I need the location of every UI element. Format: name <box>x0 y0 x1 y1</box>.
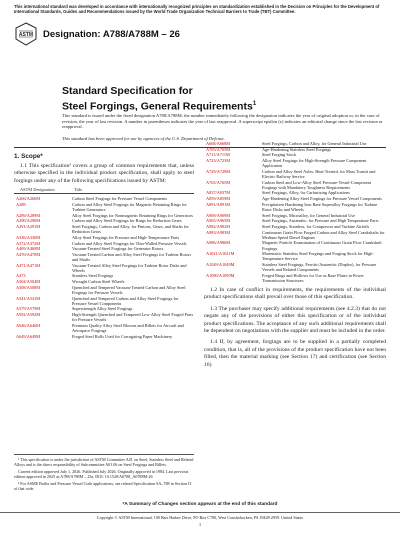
spec-title: Wrought Carbon Steel Wheels <box>72 279 125 285</box>
spec-designation-link[interactable]: A705/A705M <box>206 146 231 152</box>
spec-designation-link[interactable]: A473 <box>16 273 26 279</box>
spec-title: Quenched and Tempered Vacuum-Treated Carbon and Alloy Steel Forgings for Pressure Vessels <box>72 284 186 295</box>
spec-designation-link[interactable]: A291/A291M <box>16 224 41 230</box>
spec-row <box>14 296 194 306</box>
dod-approval-note: This standard has been approved for use by agencies of the U.S. Department of Defense. <box>62 136 225 141</box>
right-column <box>204 141 386 369</box>
spec-title: Alloy Steel Forgings for Pressure and High-Temperature Parts <box>72 234 180 240</box>
spec-designation-link[interactable]: A290/A290M <box>16 218 41 224</box>
spec-title: Carbon and Alloy Steel Axles, Heat-Treated, for Mass Transit and Electric Railway Service <box>262 168 376 179</box>
spec-designation-link[interactable]: A837/A837M <box>206 190 231 196</box>
spec-title: Alloy Steel Forgings for High-Strength Pressure Component Application <box>262 158 367 169</box>
para-1-3: 1.3 The purchaser may specify additional requirements (see 4.2.3) that do not negate any of the provisions of either this specification or of the individual product specifications. The acceptance of any such additional requirements shall be dependent on negotiations with the supplier and must be included in the order. <box>204 305 386 334</box>
spec-designation-link[interactable]: A1090/A1090M <box>206 272 235 278</box>
spec-title: High-Strength Quenched and Tempered Low-Alloy Steel Forged Parts for Pressure Vessels <box>72 312 194 323</box>
spec-title: Steel Forgings, Carbon and Alloy, for Pinions, Gears, and Shafts for Reduction Gears <box>72 224 189 235</box>
spec-designation-link[interactable]: A336/A336M <box>16 234 41 240</box>
spec-row <box>14 273 194 278</box>
col-header-title: Title <box>74 187 83 193</box>
copyright-line: Copyright © ASTM International, 100 Barr Harbor Drive, PO Box C700, West Conshohocken, PA 19428-2959. United States <box>0 512 400 520</box>
spec-row <box>14 285 194 295</box>
spec-row <box>204 152 386 157</box>
spec-designation-link[interactable]: A859/A859M <box>206 196 231 202</box>
spec-designation-link[interactable]: A289/A289M <box>16 212 41 218</box>
footnote-1a: ¹ This specification is under the jurisdiction of ASTM Committee A01 on Steel, Stainless Steel and Related Alloys and is the direct responsibility of Subcommittee A01.06 on Steel Forgings and Billets. <box>14 457 194 467</box>
spec-designation-link[interactable]: A469/A469M <box>16 246 41 252</box>
spec-title: Vacuum-Treated Carbon and Alloy Steel Forgings for Turbine Rotors and Shafts <box>72 251 192 262</box>
spec-row <box>14 306 194 311</box>
spec-title: Carbon Steel Forgings for Pressure Vessel Components <box>72 196 168 202</box>
spec-designation-link[interactable]: A982/A982M <box>206 223 231 229</box>
footnote-2: ² For ASME Boiler and Pressure Vessel Code applications, see related Specification SA–788 in Section II of that code. <box>14 481 191 491</box>
spec-designation-link[interactable]: A1049/A1049M <box>206 261 235 267</box>
spec-row <box>204 180 386 190</box>
spec-row <box>14 279 194 284</box>
spec-row <box>204 213 386 218</box>
spec-designation-link[interactable]: A471/A471M <box>16 262 41 268</box>
spec-row <box>204 158 386 168</box>
spec-row <box>14 213 194 218</box>
spec-designation-link[interactable]: A891/A891M <box>206 201 231 207</box>
spec-title: Steel Forgings, Carbon and Alloy, for General Industrial Use <box>262 141 367 146</box>
spec-designation-link[interactable]: A649/A649M <box>16 333 41 339</box>
spec-title: Carbon Steel and Low-Alloy Steel Pressure-Vessel-Component Forgings with Mandatory Toughness Requirements <box>262 179 371 190</box>
spec-designation-link[interactable]: A579/A579M <box>16 306 41 312</box>
spec-title: Steel Forgings, Alloy, for Carburizing Applications <box>262 190 350 196</box>
spec-title: Stainless Steel Forgings <box>72 273 114 279</box>
spec-row <box>204 230 386 240</box>
spec-title: Stainless Steel Forgings, Ferritic/Austenitic (Duplex), for Pressure Vessels and Related Components <box>262 261 377 273</box>
spec-designation-link[interactable]: A986/A986M <box>206 240 231 246</box>
title-line-2 <box>62 98 256 114</box>
spec-designation-link[interactable]: A592/A592M <box>16 312 41 318</box>
spec-row <box>204 251 386 261</box>
title-line-1: Standard Specification for <box>62 85 193 97</box>
spec-row <box>14 241 194 246</box>
spec-designation-link[interactable]: A470/A470M <box>16 251 41 257</box>
spec-row <box>204 141 386 146</box>
spec-title: Steel Forgings, Stainless, for Compressor and Turbine Airfoils <box>262 223 370 229</box>
spec-row <box>204 262 386 272</box>
spec-title: Age-Hardening Alloy Steel Forgings for Pressure Vessel Components <box>262 196 382 202</box>
footnote-1b: Current edition approved July 1, 2026. Published July 2026. Originally approved in 1984. Last previous edition approved in 2025 as A788/A788M – 25a. DOI: 10.1520/A0788_A0788M-26 <box>14 469 189 479</box>
para-1-2: 1.2 In case of conflict in requirements, the requirements of the individual product specifications shall prevail over those of this specification. <box>204 286 386 301</box>
spec-row <box>204 224 386 229</box>
spec-row <box>204 190 386 195</box>
spec-title: Carbon and Alloy Steel Forgings for Magnetic Retaining Rings for Turbine Generators <box>72 201 187 212</box>
spec-row <box>14 334 194 339</box>
para-1-1: 1.1 This specification² covers a group of common requirements that, unless otherwise specified in the individual product specification, shall apply to steel forgings under any of the following specifications issued by ASTM: <box>14 163 194 184</box>
spec-title: Quenched and Tempered Carbon and Alloy Steel Forgings for Pressure Vessel Components <box>72 295 179 306</box>
summary-of-changes-note: *A Summary of Changes section appears at the end of this standard <box>122 502 278 507</box>
spec-row <box>14 246 194 251</box>
scope-heading: 1. Scope* <box>14 153 43 160</box>
spec-designation-link[interactable]: A965/A965M <box>206 218 231 224</box>
spec-title: Alloy Steel Forgings for Nonmagnetic Retaining Rings for Generators <box>72 212 193 218</box>
spec-designation-link[interactable]: A288 <box>16 201 26 207</box>
spec-row <box>204 240 386 250</box>
spec-title: Superstrength Alloy Steel Forgings <box>72 306 133 312</box>
spec-designation-link[interactable]: A1021/A1021M <box>206 251 235 257</box>
spec-row <box>204 202 386 212</box>
spec-designation-link[interactable]: A909/A909M <box>206 212 231 218</box>
footnotes <box>14 454 194 493</box>
spec-row <box>204 147 386 152</box>
spec-designation-link[interactable]: A668/A668M <box>206 141 231 146</box>
title-footnote-ref[interactable]: 1 <box>252 101 257 107</box>
spec-designation-link[interactable]: A711/A711M <box>206 152 230 158</box>
spec-row <box>204 196 386 201</box>
spec-row <box>14 196 194 201</box>
spec-title: Vacuum-Treated Alloy Steel Forgings for Turbine Rotor Disks and Wheels <box>72 262 187 273</box>
spec-designation-link[interactable]: A541/A541M <box>16 295 41 301</box>
spec-designation-link[interactable]: A723/A723M <box>206 158 231 164</box>
spec-row <box>204 169 386 179</box>
spec-designation-link[interactable]: A765/A765M <box>206 179 231 185</box>
page-title <box>62 85 256 114</box>
spec-designation-link[interactable]: A729/A729M <box>206 168 231 174</box>
spec-title: Vacuum-Treated Steel Forgings for Generator Rotors <box>72 246 164 252</box>
col-header-designation: ASTM Designation <box>20 187 55 193</box>
spec-designation-link[interactable]: A646/A646M <box>16 322 41 328</box>
left-column <box>14 153 194 339</box>
spec-title: Age-Hardening Stainless Steel Forgings <box>262 146 332 152</box>
spec-title: Steel Forging Stock <box>262 152 297 158</box>
spec-title: Continuous Grain Flow Forged Carbon and Alloy Steel Crankshafts for Medium Speed Diesel Engines <box>262 229 385 240</box>
para-1-4: 1.4 If, by agreement, forgings are to be supplied in a partially completed condition, that is, all of the provisions of the product specification have not been filled, then the material marking (see Section 17) and certification (see Section 16) <box>204 339 386 368</box>
spec-designation-link[interactable]: A372/A372M <box>16 240 41 246</box>
spec-designation-link[interactable]: A266/A266M <box>16 196 41 202</box>
spec-title: Martensitic Stainless Steel Forgings and Forging Stock for High-Temperature Service <box>262 251 374 262</box>
spec-title: Steel Forgings, Austenitic, for Pressure and High Temperature Parts <box>262 218 379 224</box>
spec-row <box>14 202 194 212</box>
spec-row <box>14 263 194 273</box>
spec-row <box>14 235 194 240</box>
spec-title: Carbon and Alloy Steel Forgings for Rings for Reduction Gears <box>72 218 182 224</box>
spec-title: Forged Steel Rolls Used for Corrugating Paper Machinery <box>72 333 173 339</box>
spec-row <box>204 218 386 223</box>
spec-title: Magnetic Particle Examination of Continuous Grain Flow Crankshaft Forgings <box>262 240 382 251</box>
astm-logo <box>14 22 38 46</box>
title-line-2-text: Steel Forgings, General Requirements <box>62 100 253 113</box>
spec-title: Steel Forgings, Microalloy, for General Industrial Use <box>262 212 355 218</box>
spec-designation-link[interactable]: A504/A504M <box>16 279 41 285</box>
fixed-designation-note: This standard is issued under the fixed designation A788/A788M; the number immediately following the designation indicates the year of original adoption or, in the case of revision, the year of last revision. A number in parentheses indicates the year of last reapproval. A superscript epsilon (ε) indicates an editorial change since the last revision or reapproval. <box>62 113 383 130</box>
spec-designation-link[interactable]: A508/A508M <box>16 284 41 290</box>
spec-row <box>14 224 194 234</box>
spec-list-right <box>204 141 386 283</box>
spec-title: Premium Quality Alloy Steel Blooms and Billets for Aircraft and Aerospace Forgings <box>72 322 184 333</box>
svg-text:ASTM: ASTM <box>18 31 34 38</box>
wto-banner: This international standard was developed in accordance with internationally recognized principles on standardization established in the Decision on Principles for the Development of International Standards, Guides and Recommendations issued by the World Trade Organization Technical Barriers to Trade (TBT) Committee. <box>14 4 380 14</box>
spec-title: Precipitation Hardening Iron Base Superalloy Forgings for Turbine Rotor Disks and Wheels <box>262 201 378 212</box>
spec-row <box>14 323 194 333</box>
spec-row <box>204 273 386 283</box>
spec-title: Carbon and Alloy Steel Forgings for Thin-Walled Pressure Vessels <box>72 240 187 246</box>
designation: Designation: A788/A788M – 26 <box>43 29 180 40</box>
spec-list-left <box>14 196 194 339</box>
spec-row <box>14 252 194 262</box>
spec-table-header <box>14 187 194 194</box>
page-number: 1 <box>198 522 202 527</box>
spec-row <box>14 218 194 223</box>
spec-row <box>14 312 194 322</box>
spec-title: Forged Rings and Hollows for Use as Base Plates in Power Transmission Structures <box>262 272 364 283</box>
spec-designation-link[interactable]: A983/A983M <box>206 229 231 235</box>
